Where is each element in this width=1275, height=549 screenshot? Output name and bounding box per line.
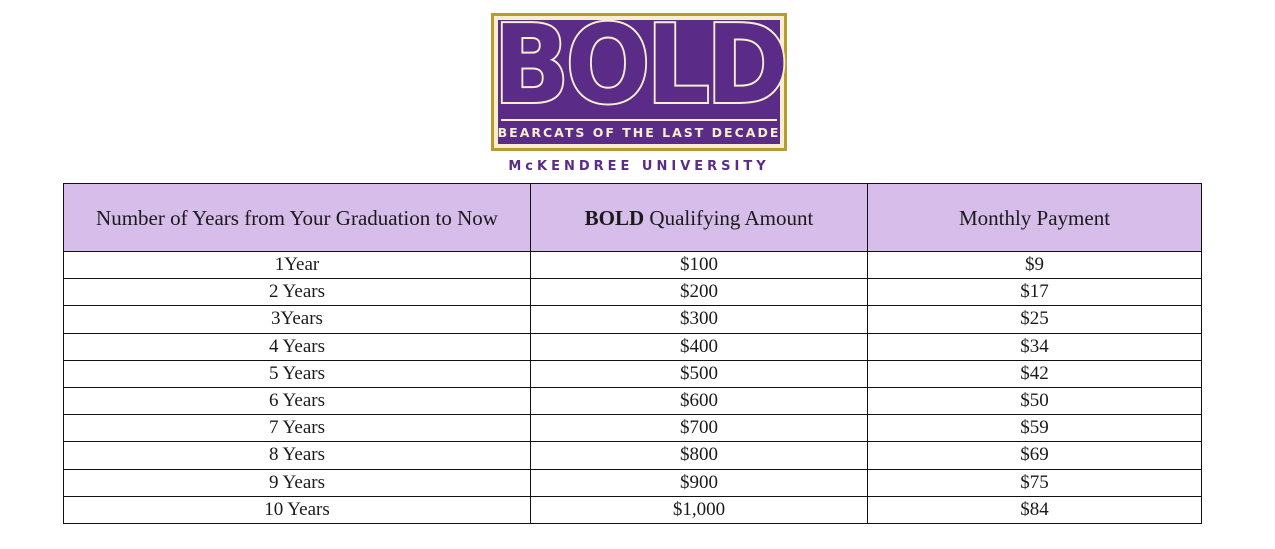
header-monthly-payment: Monthly Payment <box>868 184 1202 252</box>
cell-years: 3Years <box>64 306 531 333</box>
cell-amount: $1,000 <box>531 496 868 523</box>
header-amount-rest: Qualifying Amount <box>644 205 814 230</box>
cell-years: 8 Years <box>64 442 531 469</box>
cell-payment: $75 <box>868 469 1202 496</box>
table-row <box>64 333 1202 360</box>
cell-amount: $900 <box>531 469 868 496</box>
table-row <box>64 415 1202 442</box>
cell-payment: $69 <box>868 442 1202 469</box>
cell-years: 4 Years <box>64 333 531 360</box>
bold-logo <box>491 3 787 177</box>
table-row <box>64 306 1202 333</box>
cell-years: 10 Years <box>64 496 531 523</box>
cell-payment: $59 <box>868 415 1202 442</box>
cell-years: 9 Years <box>64 469 531 496</box>
table-row <box>64 469 1202 496</box>
table-row <box>64 496 1202 523</box>
cell-amount: $800 <box>531 442 868 469</box>
table-row <box>64 387 1202 414</box>
cell-years: 1Year <box>64 252 531 279</box>
cell-years: 2 Years <box>64 279 531 306</box>
header-amount-bold: BOLD <box>584 205 645 230</box>
cell-years: 5 Years <box>64 360 531 387</box>
cell-amount: $600 <box>531 387 868 414</box>
cell-payment: $84 <box>868 496 1202 523</box>
cell-amount: $100 <box>531 252 868 279</box>
header-qualifying-amount <box>531 184 868 252</box>
cell-amount: $200 <box>531 279 868 306</box>
cell-payment: $17 <box>868 279 1202 306</box>
header-years: Number of Years from Your Graduation to Now <box>64 184 531 252</box>
payment-table <box>63 183 1202 524</box>
cell-years: 6 Years <box>64 387 531 414</box>
cell-amount: $500 <box>531 360 868 387</box>
cell-amount: $300 <box>531 306 868 333</box>
logo-university-name: McKENDREE UNIVERSITY <box>508 159 770 174</box>
logo-wordmark: BOLD <box>493 3 785 128</box>
cell-payment: $25 <box>868 306 1202 333</box>
cell-payment: $50 <box>868 387 1202 414</box>
cell-years: 7 Years <box>64 415 531 442</box>
cell-payment: $9 <box>868 252 1202 279</box>
table-header-row <box>64 184 1202 252</box>
cell-amount: $700 <box>531 415 868 442</box>
cell-payment: $34 <box>868 333 1202 360</box>
cell-payment: $42 <box>868 360 1202 387</box>
cell-amount: $400 <box>531 333 868 360</box>
table-row <box>64 252 1202 279</box>
logo-wordmark-wrap <box>491 3 787 128</box>
table-row <box>64 279 1202 306</box>
table-row <box>64 442 1202 469</box>
logo-tagline-band <box>497 119 781 143</box>
table-row <box>64 360 1202 387</box>
logo-tagline: BEARCATS OF THE LAST DECADE <box>497 124 781 140</box>
